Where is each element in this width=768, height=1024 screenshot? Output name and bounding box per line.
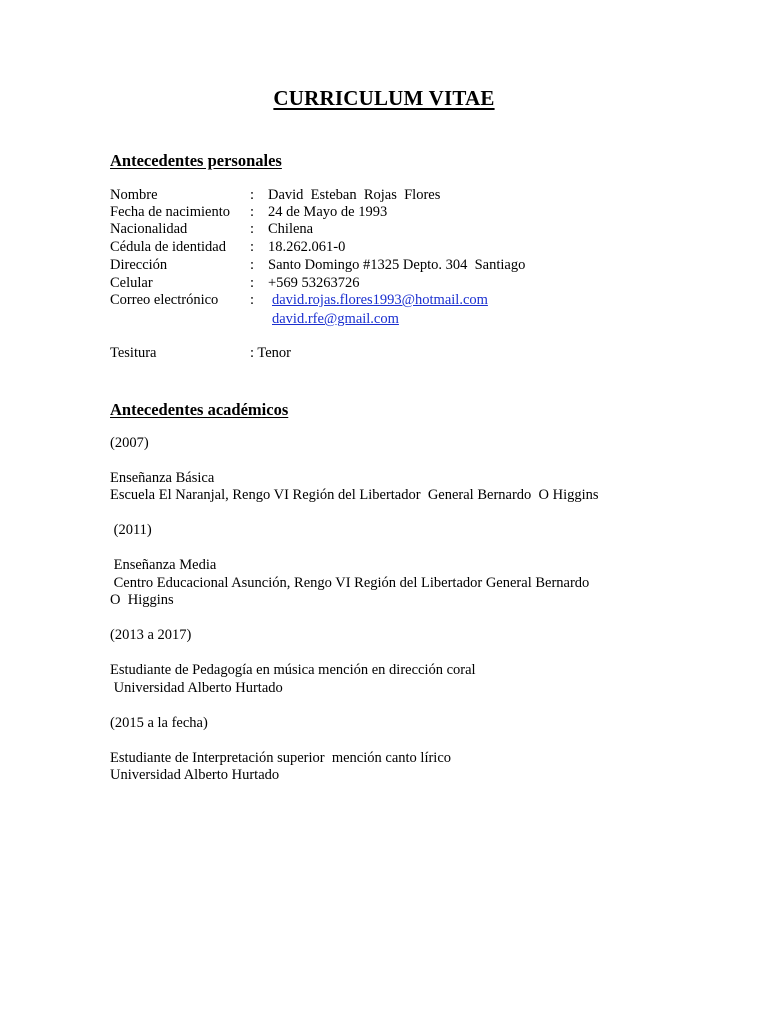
row-value: 18.262.061-0 (268, 239, 346, 255)
row-colon: : (250, 257, 255, 273)
row-colon: : (250, 187, 255, 203)
row-colon: : (250, 292, 255, 308)
academic-line: Enseñanza Media (110, 557, 217, 573)
academic-line: (2015 a la fecha) (110, 715, 208, 731)
row-label: Fecha de nacimiento (110, 204, 230, 220)
row-label: Tesitura (110, 345, 157, 361)
row-value: : Tenor (250, 345, 292, 361)
document-title: CURRICULUM VITAE (273, 86, 495, 110)
personal-heading: Antecedentes personales (110, 151, 282, 170)
row-label: Celular (110, 275, 153, 291)
academic-line: (2011) (110, 522, 152, 538)
academic-line: (2013 a 2017) (110, 627, 192, 643)
row-label: Cédula de identidad (110, 239, 226, 255)
academic-line: Centro Educacional Asunción, Rengo VI Región del Libertador General Bernardo (110, 575, 590, 591)
academic-line: Estudiante de Pedagogía en música mención en dirección coral (110, 662, 476, 678)
row-colon: : (250, 239, 255, 255)
academic-line: Estudiante de Interpretación superior mención canto lírico (110, 750, 452, 766)
row-label: Correo electrónico (110, 292, 219, 308)
academic-line: (2007) (110, 435, 149, 451)
email-link-hotmail[interactable]: david.rojas.flores1993@hotmail.com (272, 292, 488, 308)
row-value: +569 53263726 (268, 275, 360, 291)
row-colon: : (250, 221, 255, 237)
row-colon: : (250, 275, 255, 291)
academic-line: Universidad Alberto Hurtado (110, 680, 283, 696)
row-value: Chilena (268, 221, 314, 237)
academic-line: Enseñanza Básica (110, 470, 215, 486)
academic-line: O Higgins (110, 592, 174, 608)
academic-heading: Antecedentes académicos (110, 400, 289, 419)
academic-line: Universidad Alberto Hurtado (110, 767, 280, 783)
row-colon: : (250, 204, 255, 220)
row-value: Santo Domingo #1325 Depto. 304 Santiago (268, 257, 526, 273)
academic-line: Escuela El Naranjal, Rengo VI Región del Libertador General Bernardo O Higgins (110, 487, 599, 503)
row-label: Nombre (110, 187, 158, 203)
row-value: 24 de Mayo de 1993 (268, 204, 388, 220)
row-value: David Esteban Rojas Flores (268, 187, 441, 203)
row-label: Dirección (110, 257, 168, 273)
email-link-gmail[interactable]: david.rfe@gmail.com (272, 311, 399, 327)
row-label: Nacionalidad (110, 221, 188, 237)
